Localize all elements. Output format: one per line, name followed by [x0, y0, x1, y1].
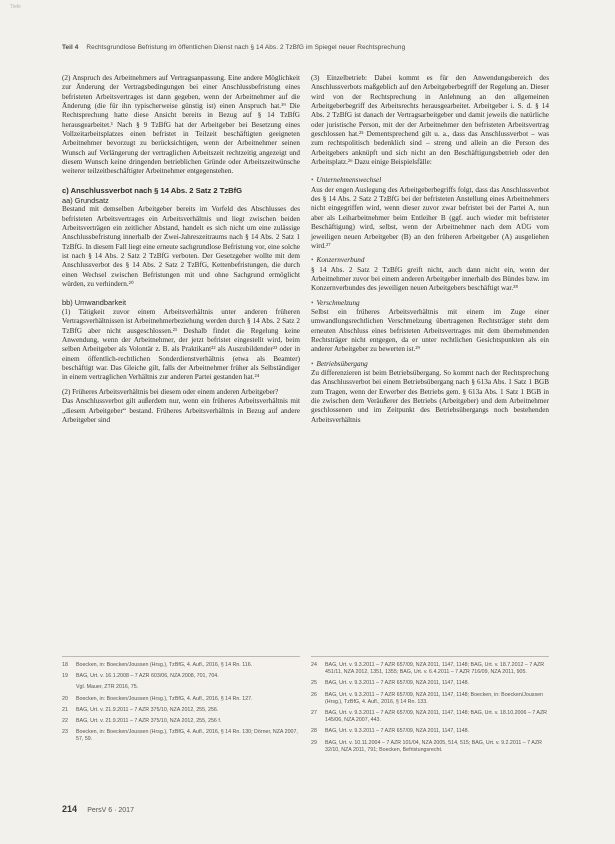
paragraph: Das Anschlussverbot gilt außerdem nur, wenn ein früheres Arbeitsverhältnis mit „diesem Arbeitgeber“ bestand. Früheres Arbeitsverhältnis in Bezug auf andere Arbeitgeber sind	[62, 397, 300, 424]
footnote	[311, 728, 549, 735]
footnote	[62, 696, 300, 703]
right-column	[311, 74, 549, 425]
footnote-number: 19	[62, 673, 68, 680]
footnote-text: Boecken, in: Boecken/Joussen (Hrsg.), TzBfG, 4. Aufl., 2016, § 14 Rn. 130; Dörner, NZA 2007, 57, 59.	[76, 729, 298, 743]
footnote-text: BAG, Urt. v. 9.3.2011 – 7 AZR 657/09, NZA 2011, 1147, 1148.	[325, 680, 470, 687]
footnote-number	[62, 684, 76, 691]
footnote	[62, 718, 300, 725]
footnote-number: 27	[311, 710, 317, 717]
footnote-text: Vgl. Mauer, ZTR 2016, 75.	[76, 684, 139, 691]
paragraph: (3) Einzelbetrieb: Dabei kommt es für den Anwendungsbereich des Anschlussverbots maßgeblich auf den Arbeitgeberbegriff der Regelung an. Dieser wird von der Rechtsprechung in Anlehnung an den allgemeinen Arbeitgeberbegriff des Arbeitsrechts herausgearbeitet. Arbeitgeber i. S. d. § 14 Abs. 2 TzBfG ist danach der Vertragsarbeitgeber und damit jeweils die natürliche oder juristische Person, mit der der Arbeitnehmer den befristeten Arbeitsvertrag geschlossen hat.²⁵ Dementsprechend gilt u. a., dass das Anschlussverbot – was zum rechtspolitisch bedenklich sind – streng und allein an die Person des Arbeitgebers anknüpft und sich nicht an den Beschäftigungsbetrieb oder den Arbeitsplatz.²⁶ Dazu einige Beispielsfälle:	[311, 74, 549, 167]
footnote	[62, 673, 300, 680]
footnote-text: Boecken, in: Boecken/Joussen (Hrsg.), TzBfG, 4. Aufl., 2016, § 14 Rn. 127.	[76, 695, 253, 702]
corner-mark: Tiefe	[10, 4, 21, 10]
paragraph: (1) Tätigkeit zuvor einem Arbeitsverhältnis unter anderen früheren Vertragsverhältnissen ist Arbeitnehmerbeziehung werden durch § 14 Abs. 2 Satz 2 TzBfG aber nicht ausgeschlossen.²¹ Deshalb findet die Regelung keine Anwendung, wenn der Arbeitnehmer, der jetzt befristet eingestellt wird, beim selben Arbeitgeber als Volontär z. B. als Praktikant²² als Auszubildender²³ oder in einem öffentlich-rechtlichen Sonderdienstverhältnis (etwa als Beamter) beschäftigt war. Das Gleiche gilt, falls der Arbeitnehmer früher als Selbständiger in einem vertraglichen Verhältnis zur anderen Partei gestanden hat.²⁴	[62, 308, 300, 382]
footnote-divider	[311, 656, 549, 657]
footnote	[62, 707, 300, 714]
bullet-heading: • Konzernverbund	[311, 256, 365, 265]
footnote-number: 25	[311, 680, 317, 687]
footnote	[311, 662, 549, 676]
footnote-number: 28	[311, 728, 317, 735]
issue-label: PersV 6 · 2017	[87, 807, 134, 814]
footnote	[311, 692, 549, 706]
paragraph: § 14 Abs. 2 Satz 2 TzBfG greift nicht, auch dann nicht ein, wenn der Arbeitnehmer zuvor bei einem anderen Arbeitgeber innerhalb des Bündes bzw. im Konzernverbundes des jeweiligen neuen Arbeitgebers beschäftigt war.²⁸	[311, 265, 549, 293]
footnote	[62, 729, 300, 743]
footnote-number: 24	[311, 662, 317, 668]
footnote-number: 29	[311, 739, 317, 746]
footnote-number: 23	[62, 729, 68, 736]
bullet-icon: •	[311, 359, 314, 368]
header-section: Teil 4	[62, 44, 79, 51]
footnote	[311, 740, 549, 754]
footnote-number: 22	[62, 718, 68, 725]
footnote-number: 26	[311, 691, 317, 698]
footnote	[311, 680, 549, 687]
paragraph: (2) Anspruch des Arbeitnehmers auf Vertragsanpassung. Eine andere Möglichkeit zur Änderung der Vertragsbedingungen bei einer Anschlussbefristung eines befristeten Arbeitsvertrages ist dann gegeben, wenn der Arbeitnehmer auf die Änderung (die für ihn typischerweise günstig ist) einen Anspruch hat.¹⁹ Die Rechtsprechung hatte diese Ansicht bereits in Bezug auf § 14 TzBfG herausgearbeitet.¹ Nach § 9 TzBfG hat der Arbeitgeber bei Besetzung eines Vollzeitarbeitsplatzes einen befristet in Teilzeit beschäftigten geeigneten Arbeitnehmer bevorzugt zu berücksichtigen, wenn der Arbeitnehmer seinen Wunsch auf Verlängerung der vertraglichen Arbeitszeit rechtzeitig angezeigt und diesem Wunsch keine dringenden betrieblichen Gründe oder Arbeitszeitwünsche weiterer teilzeitbeschäftigter Arbeitnehmer entgegenstehen.	[62, 74, 300, 176]
footnote-text: BAG, Urt. v. 10.11.2004 – 7 AZR 101/04, NZA 2005, 514, 515; BAG, Urt. v. 9.2.2011 – 7 AZR 32/10, NZA 2011, 791; Boecken, Befristungsrecht.	[325, 739, 542, 753]
bullet-icon: •	[311, 256, 314, 265]
footnote-text: BAG, Urt. v. 9.3.2011 – 7 AZR 657/09, NZA 2011, 1147, 1148.	[325, 728, 470, 735]
footnote-divider	[62, 656, 300, 657]
section-heading: c) Anschlussverbot nach § 14 Abs. 2 Satz 2 TzBfG	[62, 185, 243, 195]
footnote	[62, 662, 300, 669]
footnotes-left	[62, 662, 300, 748]
left-column	[62, 74, 300, 425]
bullet-icon: •	[311, 298, 314, 307]
header-title: Rechtsgrundlose Befristung im öffentlichen Dienst nach § 14 Abs. 2 TzBfG im Spiegel neuer Rechtsprechung	[86, 44, 406, 51]
footnote-text: BAG, Urt. v. 9.3.2011 – 7 AZR 657/09, NZA 2011, 1147, 1148; Boecken, in: Boecken/Joussen (Hrsg.), TzBfG, 4. Aufl., 2016, § 14 Rn. 133.	[325, 691, 543, 705]
footnote-text: BAG, Urt. v. 21.9.2011 – 7 AZR 375/10, NZA 2012, 255, 256 f.	[76, 718, 222, 725]
footnotes-right	[311, 662, 549, 758]
page-footer	[62, 804, 134, 814]
footnote-text: BAG, Urt. v. 16.1.2008 – 7 AZR 603/06, NZA 2008, 701, 704.	[76, 673, 219, 680]
bullet-icon: •	[311, 176, 314, 185]
running-header	[62, 44, 562, 51]
footnote-number: 18	[62, 662, 68, 668]
paragraph: (2) Früheres Arbeitsverhältnis bei diesem oder einem anderen Arbeitgeber?	[62, 387, 279, 396]
footnote	[311, 710, 549, 724]
paragraph: Selbst ein früheres Arbeitsverhältnis mit einem im Zuge einer umwandlungsrechtlichen Verschmelzung übertragenen Rechtsträger steht dem erneuten Abschluss eines befristeten Arbeitsvertrages mit dem übernehmenden Rechtsträger nicht entgegen, da er unter rechtlichen Gesichtspunkten als ein anderer Arbeitgeber zu bewerten ist.²⁹	[311, 307, 549, 354]
subsection-heading: aa) Grundsatz	[62, 195, 109, 205]
bullet-heading: • Betriebsübergang	[311, 359, 368, 368]
paragraph: Aus der engen Auslegung des Arbeitgeberbegriffs folgt, dass das Anschlussverbot des § 14 Abs. 2 Satz 2 TzBfG bei der befristeten Anstellung eines Arbeitnehmers nicht eingegriffen wird, wenn dieser zuvor zwar befristet bei der Partei A, nun aber als Leiharbeitnehmer beim Entleiher B (ggf. auch wieder mit befristeter Beschäftigung) wird, selbst, wenn der Arbeitnehmer nach dem AÜG vom jeweiligen neuen Arbeitgeber (B) an den früheren Arbeitgeber (A) ausgeliehen wird.²⁷	[311, 185, 549, 250]
bullet-heading: • Verschmelzung	[311, 298, 360, 307]
subsection-heading: bb) Umwandbarkeit	[62, 298, 127, 308]
footnote-number: 21	[62, 706, 68, 713]
paragraph: Bestand mit demselben Arbeitgeber bereits im Vorfeld des Abschlusses des befristeten Arbeitsvertrages ein Arbeitsverhältnis und liegt zwischen beiden Arbeitsverträgen ein zeitlicher Abstand, handelt es sich nicht um eine zulässige Anschlussbefristung innerhalb der Zwei-Jahreszeitraums nach § 14 Abs. 2 Satz 1 TzBfG. In diesem Fall liegt eine erneute sachgrundlose Befristung vor, eine solche ist nach § 14 Abs. 2 Satz 2 TzBfG verboten. Der Gesetzgeber wollte mit dem Anschlussverbot des § 14 Abs. 2 Satz 2 TzBfG, Kettenbefristungen, die durch einen Wechsel zwischen Befristungen mit und ohne Sachgrund ermöglicht würden, zu verhindern.²⁰	[62, 205, 300, 289]
footnote-number: 20	[62, 695, 68, 702]
page-number: 214	[62, 804, 78, 814]
paragraph: Zu differenzieren ist beim Betriebsübergang. So kommt nach der Rechtsprechung das Anschlussverbot bei einem Betriebsübergang nach § 613a Abs. 1 Satz 1 BGB zum Tragen, wenn der Erwerber des Betriebs gem. § 613a Abs. 1 Satz 1 BGB in die zwischen dem Veräußerer des Betriebs (Arbeitgeber) und dem Arbeitnehmer geschlossenen und im Zeitpunkt des Betriebsübergangs noch bestehenden Arbeitsverhältnis	[311, 368, 549, 424]
footnote-text: BAG, Urt. v. 9.3.2011 – 7 AZR 657/09, NZA 2011, 1147, 1148; BAG, Urt. v. 18.10.2006 – 7 AZR 145/06, NZA 2007, 443.	[325, 710, 548, 724]
footnote-text: Boecken, in: Boecken/Joussen (Hrsg.), TzBfG, 4. Aufl., 2016, § 14 Rn. 116.	[76, 662, 253, 668]
footnote-text: BAG, Urt. v. 21.9.2011 – 7 AZR 375/10, NZA 2012, 255, 256.	[76, 706, 219, 713]
footnote-text: BAG, Urt. v. 9.3.2011 – 7 AZR 657/09, NZA 2011, 1147, 1148; BAG, Urt. v. 18.7.2012 – 7 AZR 451/11, NZA 2012, 1351, 1355; BAG, Urt. v. 6.4.2011 – 7 AZR 716/09, NZA 2011, 905.	[325, 662, 545, 676]
bullet-heading: • Unternehmenswechsel	[311, 176, 382, 185]
footnote	[62, 684, 300, 691]
